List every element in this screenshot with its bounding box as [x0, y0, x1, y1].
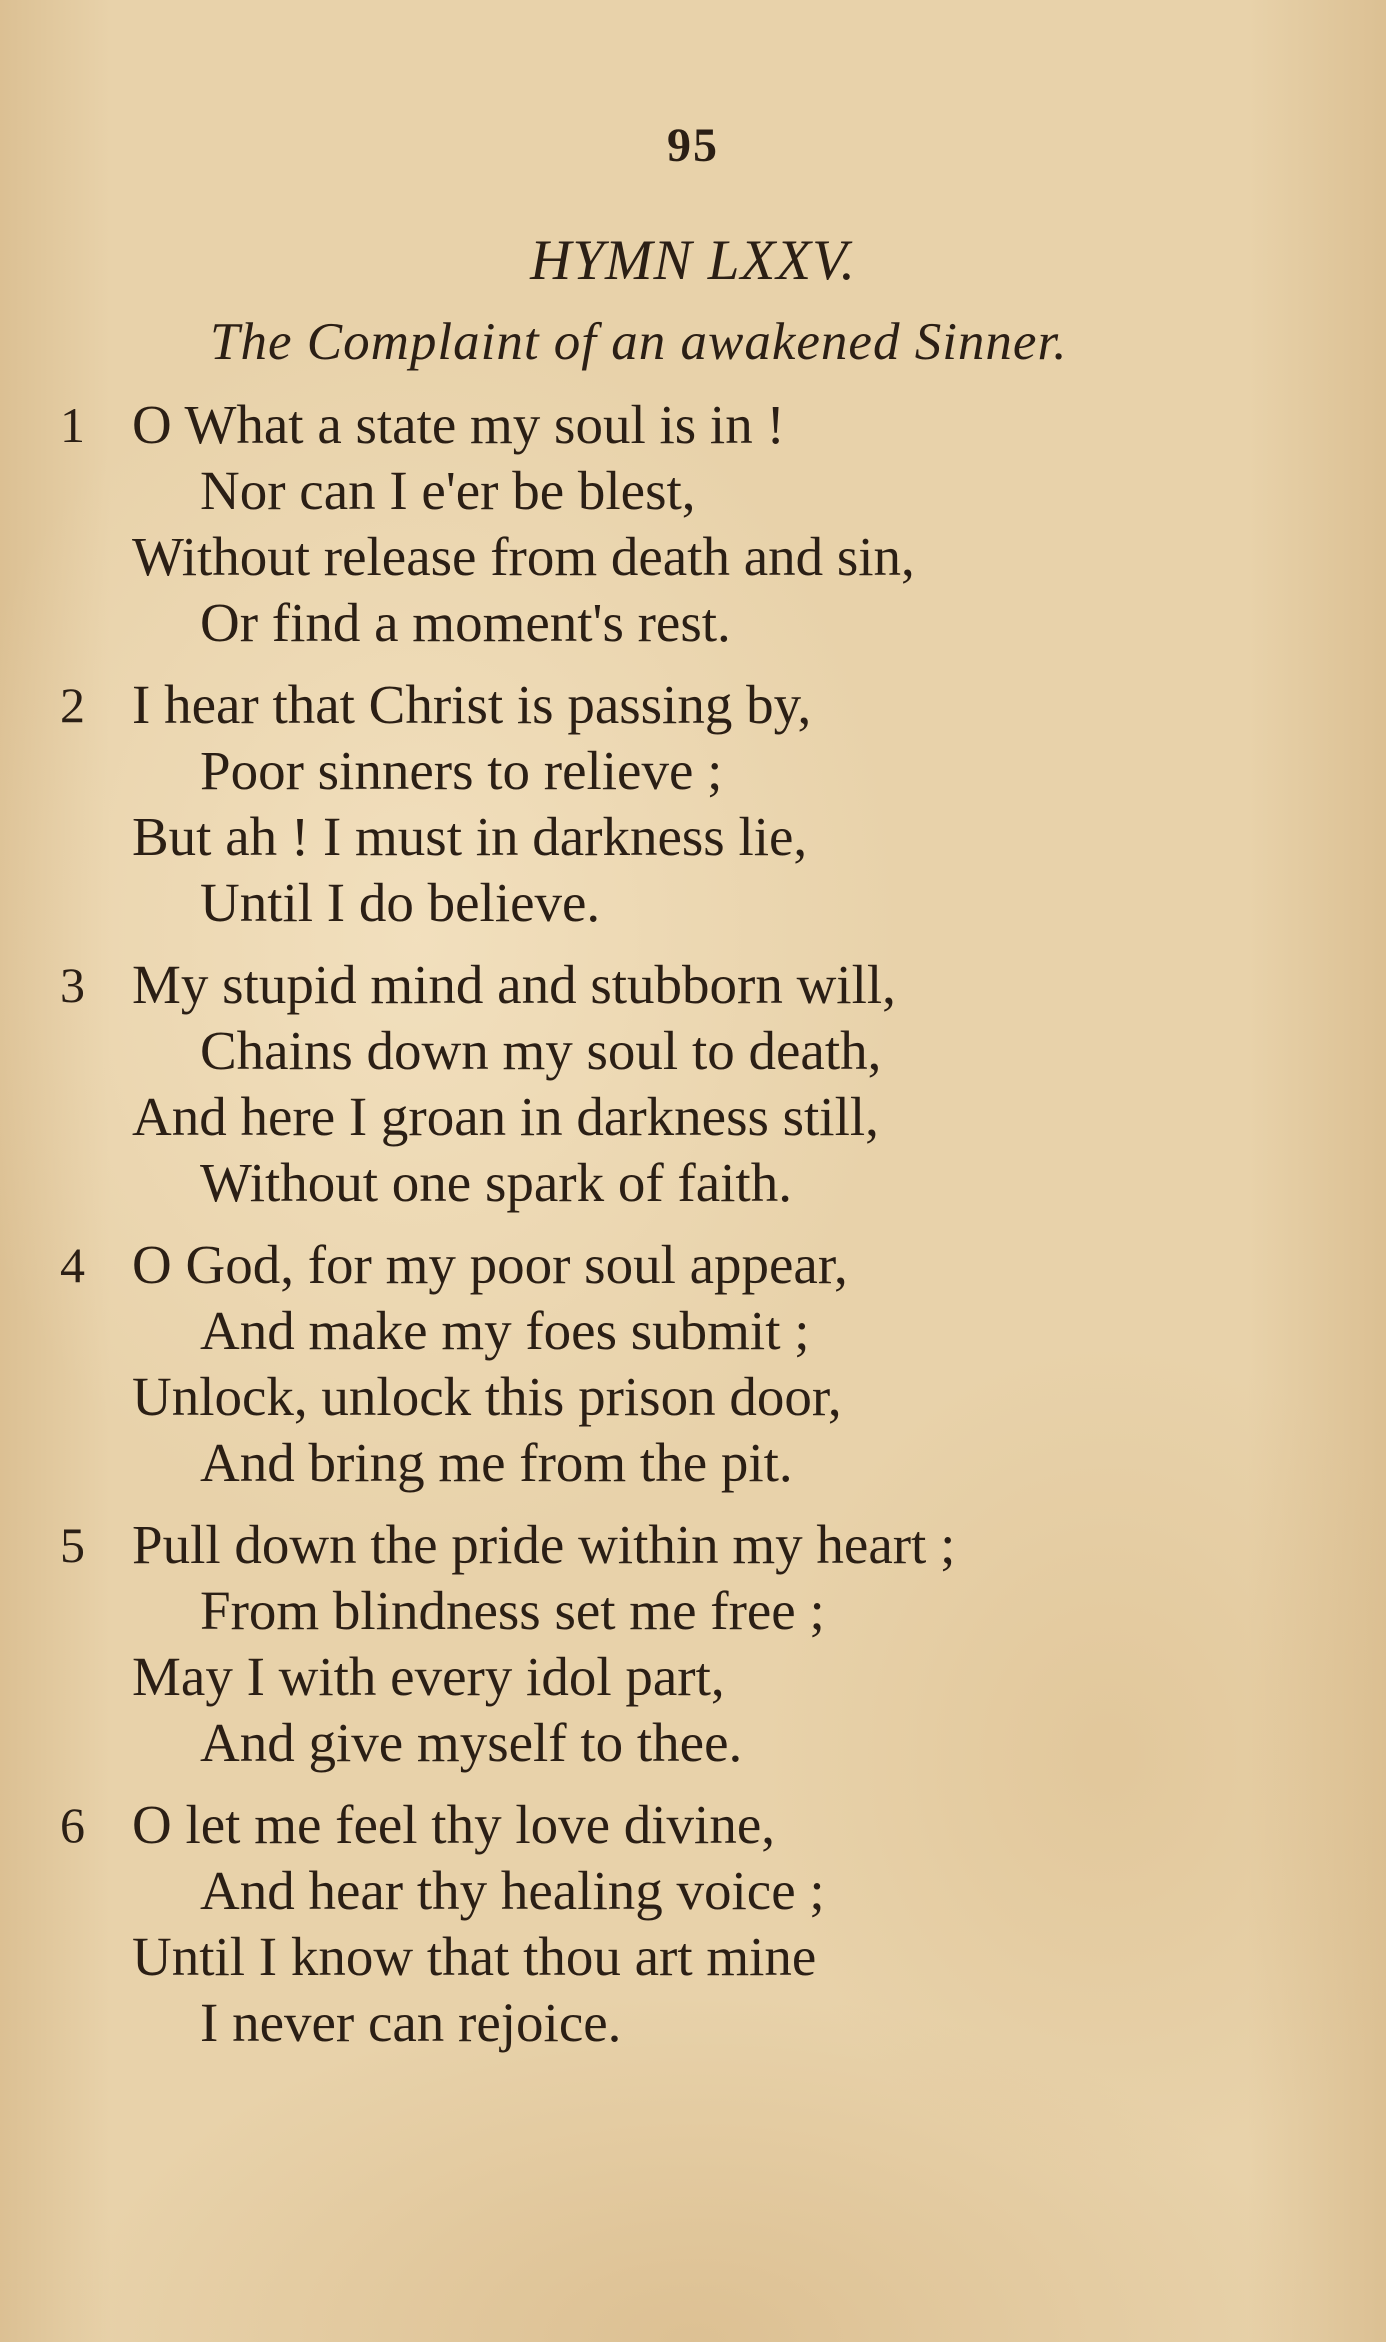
verse-line: Until I do believe.	[200, 872, 601, 933]
hymn-subtitle: The Complaint of an awakened Sinner.	[210, 313, 1068, 371]
verse-line: My stupid mind and stubborn will,	[132, 954, 896, 1015]
verse-line: Poor sinners to relieve ;	[200, 740, 723, 801]
verse-line: Nor can I e'er be blest,	[200, 460, 696, 521]
verse-line: Without one spark of faith.	[200, 1152, 792, 1213]
stanza-3	[60, 952, 1180, 1217]
verse-line: From blindness set me free ;	[200, 1580, 825, 1641]
verse-line: O let me feel thy love divine,	[132, 1794, 776, 1855]
verse-line: And give myself to thee.	[200, 1712, 743, 1773]
verse-line: Until I know that thou art mine	[132, 1926, 817, 1987]
stanza-number: 3	[60, 957, 85, 1013]
verse-line: O What a state my soul is in !	[132, 394, 785, 455]
stanza-number: 5	[60, 1517, 85, 1573]
verse-line: Without release from death and sin,	[132, 526, 915, 587]
stanza-5	[60, 1512, 1180, 1777]
verse-line: I never can rejoice.	[200, 1992, 622, 2053]
verse-line: And bring me from the pit.	[200, 1432, 793, 1493]
verse-line: And make my foes submit ;	[200, 1300, 810, 1361]
verse-line: And hear thy healing voice ;	[200, 1860, 825, 1921]
verse-line: Unlock, unlock this prison door,	[132, 1366, 842, 1427]
stanza-4	[60, 1232, 1180, 1497]
hymn-title: HYMN LXXV.	[530, 229, 856, 292]
verse-line: O God, for my poor soul appear,	[132, 1234, 848, 1295]
stanza-6	[60, 1792, 1180, 2057]
stanza-number: 6	[60, 1797, 85, 1853]
stanza-number: 2	[60, 677, 85, 733]
stanza-2	[60, 672, 1180, 937]
hymn-stanzas	[60, 392, 1180, 2072]
verse-line: Pull down the pride within my heart ;	[132, 1514, 956, 1575]
verse-line: Or find a moment's rest.	[200, 592, 731, 653]
verse-line: But ah ! I must in darkness lie,	[132, 806, 808, 867]
stanza-number: 4	[60, 1237, 85, 1293]
verse-line: Chains down my soul to death,	[200, 1020, 882, 1081]
stanza-1	[60, 392, 1180, 657]
verse-line: And here I groan in darkness still,	[132, 1086, 879, 1147]
verse-line: May I with every idol part,	[132, 1646, 725, 1707]
verse-line: I hear that Christ is passing by,	[132, 674, 812, 735]
stanza-number: 1	[60, 397, 85, 453]
page-number: 95	[667, 119, 719, 172]
